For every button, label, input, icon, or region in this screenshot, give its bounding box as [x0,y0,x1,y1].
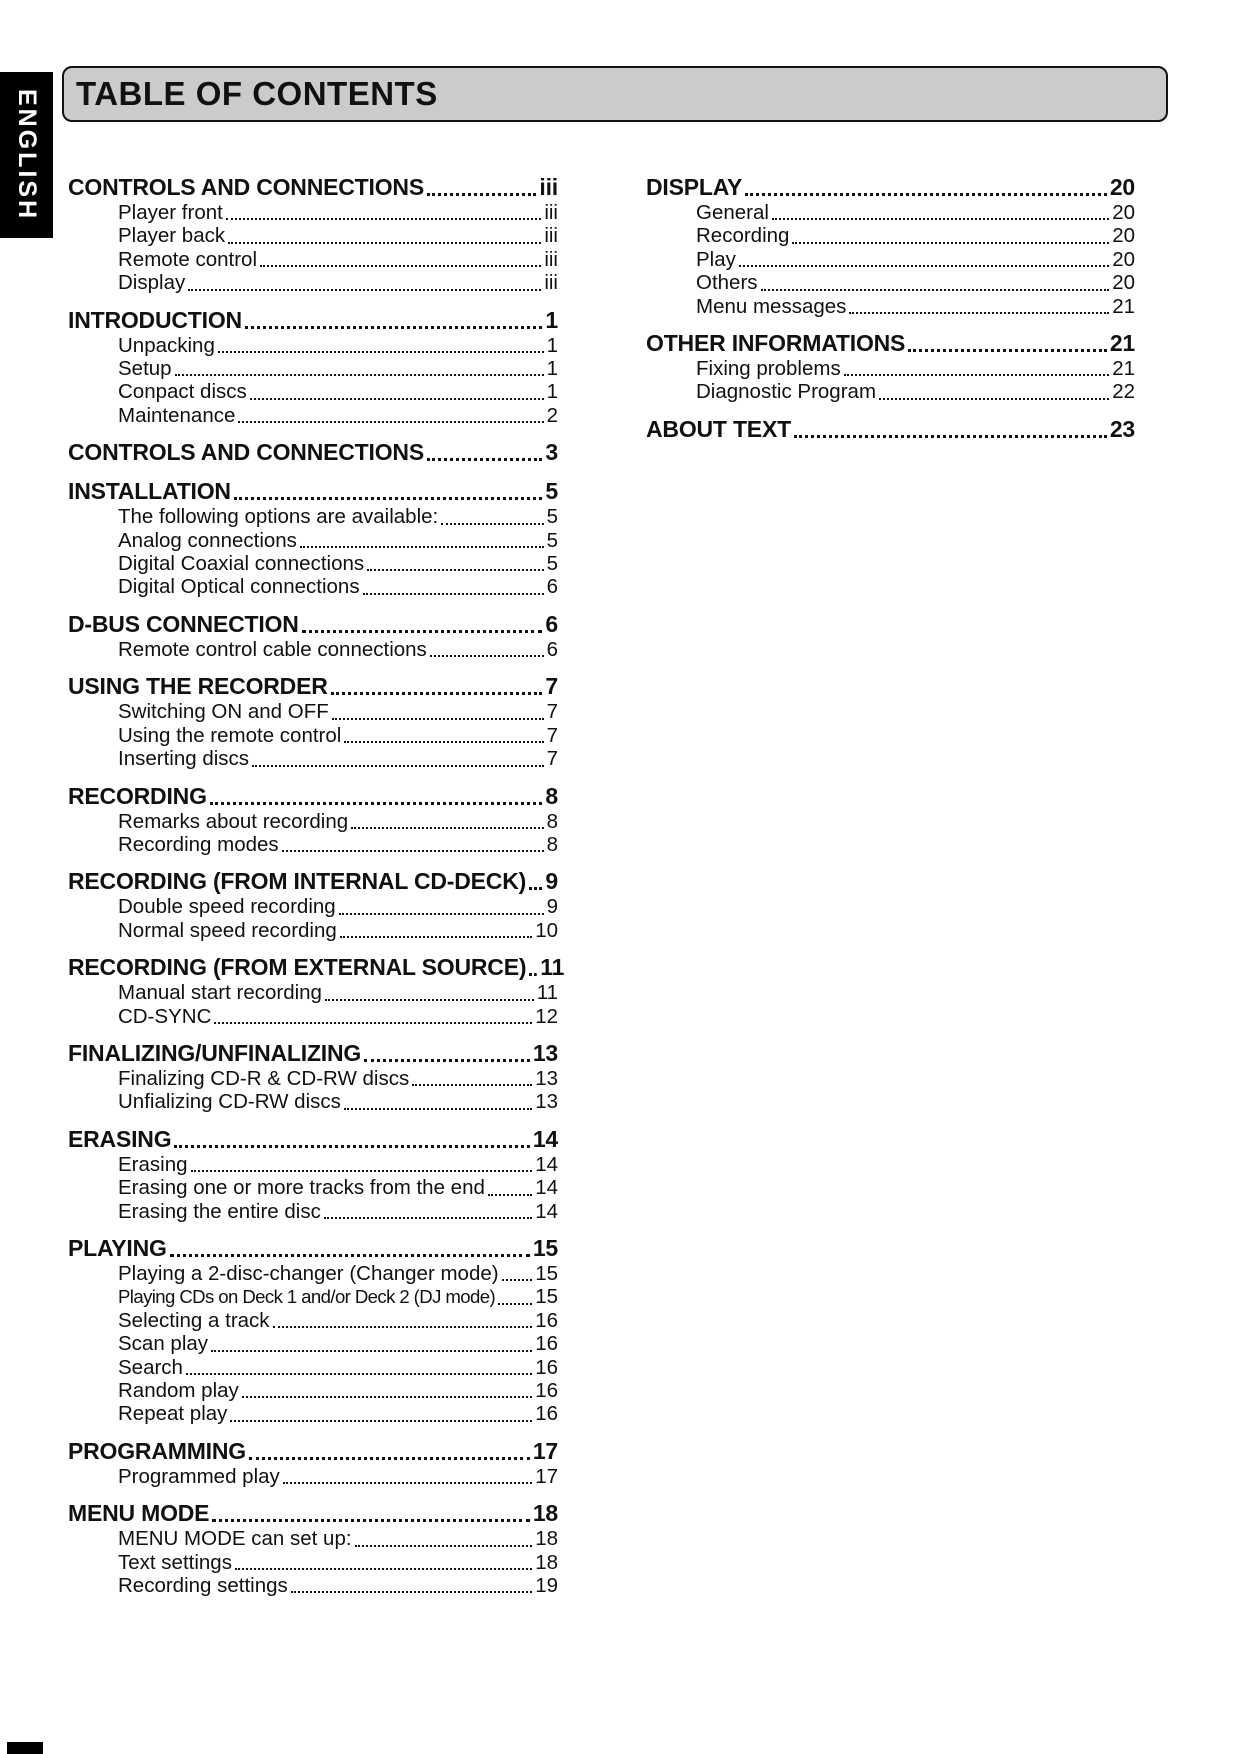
toc-page-number: 1 [546,380,558,404]
toc-page-number: 14 [535,1152,558,1176]
toc-section-title: RECORDING (FROM INTERNAL CD-DECK) [68,868,527,895]
toc-entry-label: CD-SYNC [118,1004,212,1028]
toc-section-header [68,1040,558,1067]
toc-entry [68,1005,558,1028]
toc-page-number: 14 [532,1125,558,1152]
toc-page-number: 7 [546,700,558,724]
language-tab [0,72,53,238]
toc-entry-label: Recording modes [118,832,279,856]
toc-entry-label: Inserting discs [118,747,250,771]
toc-entry [68,505,558,528]
toc-entry-label: Maintenance [118,403,236,427]
toc-entry-label: Scan play [118,1332,209,1356]
toc-entry [646,248,1135,271]
toc-page-number: 14 [535,1176,558,1200]
toc-entry-label: Search [118,1355,183,1379]
toc-dot-leader [250,398,544,400]
toc-entry-label: General [696,201,769,224]
toc-entry [646,295,1135,318]
toc-entry [68,1200,558,1223]
toc-section-title: D-BUS CONNECTION [68,610,299,637]
toc-section-title: PROGRAMMING [68,1437,246,1464]
toc-section-header [68,307,558,334]
toc-page-number: iii [544,201,558,224]
toc-page-number: 15 [535,1285,558,1309]
toc-page-number: 15 [532,1234,558,1261]
toc-dot-leader [188,289,541,291]
toc-section-header [68,1438,558,1465]
toc-section-header [68,478,558,505]
toc-entry-label: Playing a 2-disc-changer (Changer mode) [118,1261,499,1285]
toc-page-number: 13 [535,1066,558,1090]
toc-section-title: DISPLAY [646,174,743,200]
toc-dot-leader [332,718,544,720]
toc-section-title: ABOUT TEXT [646,415,791,442]
toc-entry-label: Double speed recording [118,895,336,919]
toc-entry [68,1153,558,1176]
toc-page-number: 7 [546,747,558,771]
toc-dot-leader [324,1217,532,1219]
toc-page-number: 16 [535,1379,558,1402]
toc-dot-leader [212,1519,530,1522]
toc-section-header [68,439,558,466]
toc-entry [68,575,558,598]
toc-section [646,330,1135,404]
toc-dot-leader [412,1084,532,1086]
toc-dot-leader [238,421,543,423]
toc-entry-label: MENU MODE can set up: [118,1527,352,1551]
toc-page-number: 19 [535,1574,558,1598]
toc-entry [68,357,558,380]
page-title-bar [62,66,1168,122]
toc-page-number: 20 [1112,247,1135,271]
toc-dot-leader [291,1591,532,1593]
toc-dot-leader [427,458,542,461]
toc-entry-label: Recording [696,224,790,248]
toc-section [68,1500,558,1597]
toc-dot-leader [300,546,544,548]
toc-section [68,868,558,942]
toc-section-header [68,1235,558,1262]
toc-entry [68,1262,558,1285]
toc-entry [646,224,1135,247]
toc-page-number: 16 [535,1402,558,1426]
toc-page-number: iii [544,247,558,271]
toc-entry [68,1379,558,1402]
toc-page-number: 10 [535,918,558,942]
toc-entry-label: Digital Optical connections [118,575,360,599]
toc-section-title: OTHER INFORMATIONS [646,330,906,357]
toc-entry [68,1527,558,1550]
toc-entry-label: Random play [118,1379,239,1402]
toc-section [646,174,1135,318]
toc-entry [646,271,1135,294]
toc-entry [68,1402,558,1425]
toc-page-number: 22 [1112,380,1135,404]
toc-page-number: 13 [532,1039,558,1066]
toc-entry [68,201,558,224]
toc-dot-leader [908,349,1107,352]
toc-section-title: INTRODUCTION [68,306,242,333]
toc-entry-label: Remote control [118,247,258,271]
toc-dot-leader [772,218,1109,220]
toc-entry [68,404,558,427]
toc-page-number: 6 [546,637,558,661]
toc-entry-label: Conpact discs [118,380,247,404]
toc-section [68,1040,558,1114]
toc-section-header [646,174,1135,201]
toc-entry-label: Unpacking [118,333,215,357]
toc-entry [646,201,1135,224]
toc-page-number: 9 [545,868,558,895]
toc-page-number: 5 [546,505,558,529]
toc-dot-leader [174,1145,529,1148]
toc-section [68,439,558,466]
toc-page-number: 2 [546,403,558,427]
page-title: TABLE OF CONTENTS [76,75,438,112]
toc-page-number: 21 [1112,294,1135,318]
toc-entry-label: Digital Coaxial connections [118,552,365,576]
toc-entry-label: The following options are available: [118,505,439,529]
toc-entry-label: Manual start recording [118,981,322,1005]
toc-entry-label: Play [696,247,736,271]
toc-entry [68,529,558,552]
toc-page-number: 8 [546,809,558,833]
toc-section [68,1438,558,1488]
toc-page-number: 6 [545,610,558,637]
toc-section-header [646,330,1135,357]
toc-entry [68,1067,558,1090]
toc-entry [68,1176,558,1199]
toc-dot-leader [260,265,541,267]
toc-page-number: 18 [532,1500,558,1527]
toc-page-number: 16 [535,1308,558,1332]
toc-dot-leader [351,827,543,829]
toc-section-title: INSTALLATION [68,478,231,505]
toc-section [68,611,558,661]
toc-entry [646,380,1135,403]
toc-page-number: 17 [535,1464,558,1488]
toc-entry [646,357,1135,380]
toc-dot-leader [794,435,1107,438]
language-tab-label: ENGLISH [13,88,41,222]
toc-dot-leader [273,1326,533,1328]
toc-entry-label: Player front [118,201,223,224]
toc-entry-label: Normal speed recording [118,918,337,942]
toc-entry-label: Text settings [118,1550,232,1574]
toc-entry [68,895,558,918]
toc-section [68,307,558,428]
toc-section [646,416,1135,443]
toc-dot-leader [441,523,543,525]
toc-dot-leader [218,351,544,353]
toc-dot-leader [745,193,1107,196]
toc-entry [68,638,558,661]
toc-dot-leader [502,1279,533,1281]
toc-section-header [68,783,558,810]
toc-dot-leader [529,973,537,976]
toc-page-number: 20 [1112,271,1135,295]
toc-entry-label: Finalizing CD-R & CD-RW discs [118,1066,410,1090]
toc-entry [68,224,558,247]
toc-dot-leader [230,1420,532,1422]
toc-page-number: 20 [1109,174,1135,200]
toc-dot-leader [427,193,536,196]
toc-entry-label: Recording settings [118,1574,288,1598]
toc-page-number: 20 [1112,224,1135,248]
toc-entry-label: Menu messages [696,294,847,318]
toc-page-number: 21 [1112,357,1135,381]
toc-dot-leader [191,1170,533,1172]
toc-entry-label: Repeat play [118,1402,228,1426]
toc-page-number: iii [539,174,558,200]
toc-dot-leader [170,1254,530,1257]
toc-dot-leader [879,398,1109,400]
toc-entry-label: Erasing [118,1152,188,1176]
toc-dot-leader [325,999,534,1001]
toc-page-number: 5 [545,478,558,505]
toc-entry [68,919,558,942]
toc-section-title: CONTROLS AND CONNECTIONS [68,439,424,466]
toc-dot-leader [249,1457,530,1460]
toc-entry-label: Using the remote control [118,723,342,747]
toc-entry-label: Display [118,271,186,295]
toc-page-number: 13 [535,1090,558,1114]
toc-dot-leader [228,242,541,244]
toc-dot-leader [529,887,542,890]
toc-dot-leader [186,1373,532,1375]
toc-page-number: 21 [1109,330,1135,357]
toc-dot-leader [340,936,532,938]
toc-entry-label: Player back [118,224,226,248]
toc-page-number: 9 [546,895,558,919]
toc-dot-leader [367,569,543,571]
toc-section [68,478,558,599]
toc-entry [68,1356,558,1379]
toc-dot-leader [210,802,543,805]
toc-section [68,954,565,1028]
toc-right-column [646,174,1135,455]
toc-entry [68,380,558,403]
toc-dot-leader [363,593,544,595]
toc-dot-leader [488,1194,532,1196]
toc-entry [68,1574,558,1597]
toc-entry-label: Playing CDs on Deck 1 and/or Deck 2 (DJ mode) [118,1286,496,1308]
toc-dot-leader [242,1396,532,1398]
toc-entry [68,248,558,271]
toc-entry-label: Setup [118,357,172,381]
toc-section-title: RECORDING [68,782,207,809]
toc-page-number: 16 [535,1355,558,1379]
toc-dot-leader [331,692,543,695]
toc-entry-label: Erasing one or more tracks from the end [118,1176,485,1200]
toc-entry [68,1551,558,1574]
toc-entry [68,810,558,833]
toc-page-number: 15 [535,1261,558,1285]
toc-section-title: USING THE RECORDER [68,673,328,700]
toc-page-number: 7 [546,723,558,747]
toc-page-number: iii [544,271,558,295]
toc-section-title: FINALIZING/UNFINALIZING [68,1039,362,1066]
toc-page-number: 8 [546,832,558,856]
toc-section [68,673,558,770]
toc-page-number: 6 [546,575,558,599]
toc-section-header [68,673,558,700]
toc-dot-leader [211,1350,532,1352]
toc-dot-leader [792,242,1109,244]
toc-dot-leader [339,913,544,915]
toc-page-number: 1 [546,333,558,357]
toc-entry [68,700,558,723]
toc-entry [68,1285,558,1308]
toc-section-title: ERASING [68,1125,172,1152]
toc-entry-label: Diagnostic Program [696,380,877,404]
toc-dot-leader [245,326,542,329]
toc-section [68,174,558,295]
toc-entry [68,1332,558,1355]
toc-entry [68,833,558,856]
toc-dot-leader [302,630,543,633]
toc-page-number: 7 [545,673,558,700]
toc-section [68,783,558,857]
toc-entry-label: Others [696,271,758,295]
toc-entry [68,334,558,357]
toc-page-number: 3 [545,439,558,466]
toc-section-header [68,1500,558,1527]
toc-dot-leader [430,655,544,657]
toc-dot-leader [282,850,544,852]
toc-section-title: CONTROLS AND CONNECTIONS [68,174,424,200]
toc-entry-label: Fixing problems [696,357,841,381]
toc-dot-leader [235,1568,532,1570]
toc-page-number: 8 [545,782,558,809]
toc-dot-leader [498,1303,532,1305]
toc-page-number: 5 [546,552,558,576]
toc-section [68,1235,558,1426]
toc-page-number: 1 [546,357,558,381]
page-edge-mark [7,1742,43,1754]
toc-dot-leader [226,218,542,220]
toc-entry-label: Erasing the entire disc [118,1199,321,1223]
toc-dot-leader [234,497,543,500]
toc-entry-label: Switching ON and OFF [118,700,329,724]
toc-section-header [646,416,1135,443]
toc-dot-leader [252,765,544,767]
toc-section [68,1126,558,1223]
toc-section-header [68,954,565,981]
toc-entry-label: Analog connections [118,528,297,552]
toc-page-number: iii [544,224,558,248]
toc-left-column [68,174,565,1609]
toc-page-number: 12 [535,1004,558,1028]
toc-dot-leader [214,1022,532,1024]
toc-page-number: 16 [535,1332,558,1356]
toc-entry [68,981,558,1004]
toc-page-number: 23 [1109,415,1135,442]
toc-dot-leader [175,374,544,376]
toc-entry-label: Selecting a track [118,1308,270,1332]
toc-page-number: 20 [1112,201,1135,224]
toc-section-header [68,174,558,201]
toc-page-number: 1 [545,306,558,333]
toc-dot-leader [344,741,543,743]
toc-page-number: 14 [535,1199,558,1223]
toc-section-title: PLAYING [68,1234,167,1261]
toc-dot-leader [283,1482,532,1484]
toc-page-number: 11 [540,954,565,981]
toc-dot-leader [364,1059,530,1062]
toc-section-header [68,868,558,895]
toc-page-number: 17 [532,1437,558,1464]
toc-section-header [68,611,558,638]
toc-entry [68,747,558,770]
toc-entry-label: Remarks about recording [118,809,349,833]
toc-entry-label: Remote control cable connections [118,637,427,661]
toc-entry-label: Programmed play [118,1464,280,1488]
toc-section-header [68,1126,558,1153]
toc-entry [68,1465,558,1488]
toc-dot-leader [344,1108,532,1110]
toc-entry [68,552,558,575]
toc-section-title: RECORDING (FROM EXTERNAL SOURCE) [68,954,527,981]
toc-dot-leader [844,374,1109,376]
toc-dot-leader [739,265,1109,267]
toc-section-title: MENU MODE [68,1500,210,1527]
toc-entry [68,1090,558,1113]
toc-page-number: 18 [535,1550,558,1574]
toc-entry [68,271,558,294]
toc-entry [68,1309,558,1332]
toc-dot-leader [355,1545,533,1547]
toc-page-number: 5 [546,528,558,552]
toc-page-number: 11 [536,981,558,1005]
toc-dot-leader [761,289,1110,291]
toc-entry-label: Unfializing CD-RW discs [118,1090,341,1114]
toc-dot-leader [849,312,1109,314]
toc-entry [68,724,558,747]
toc-page-number: 18 [535,1527,558,1551]
